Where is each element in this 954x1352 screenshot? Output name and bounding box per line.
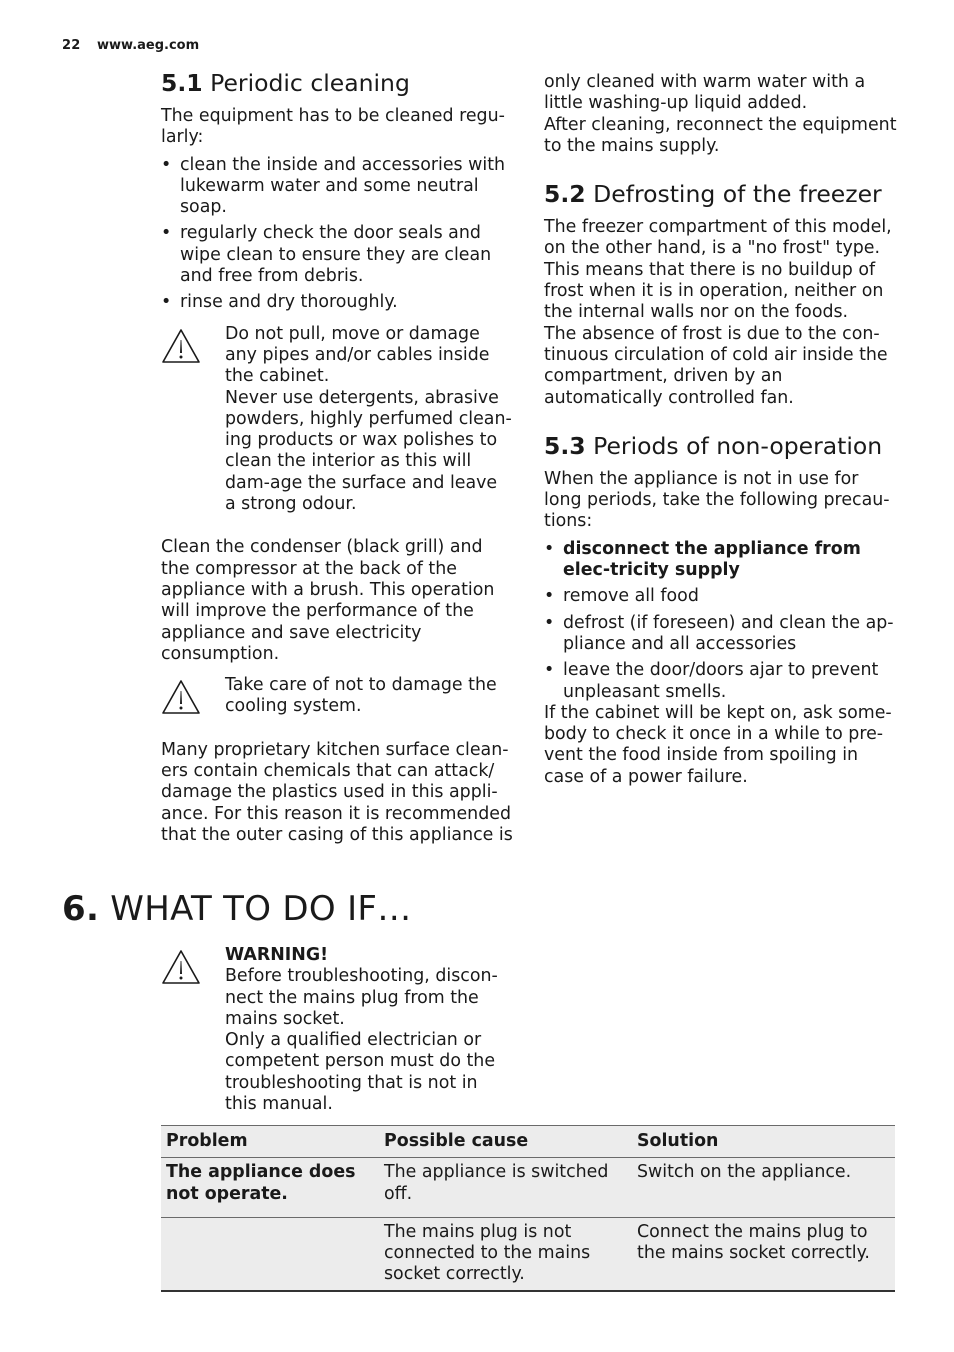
warning-triangle-icon [161,949,201,985]
list-item [161,155,513,219]
table-row [161,1158,895,1218]
warning-text: Do not pull, move or damage any pipes and/or cables inside the cabinet. [225,323,490,387]
warning-block [161,945,513,1115]
page-number: 22 [62,38,81,53]
bullet-dot: • [544,612,555,633]
warning-text: Never use detergents, abrasive powders, highly perfumed clean-ing products or wax polishes to clean the interior as this will dam-age the surface and leave a strong odour. [225,387,512,515]
section-5-1-heading [161,68,513,98]
defrost-paragraph: The absence of frost is due to the con-tinuous circulation of cold air inside the compartment, driven by an automatically controlled fan. [544,323,888,408]
warning-block [161,675,513,718]
right-column [544,68,900,788]
non-operation-intro: When the appliance is not in use for long periods, take the following precau-tions: [544,468,890,532]
warning-triangle-icon [161,328,201,364]
solution-cell: Connect the mains plug to the mains socket correctly. [637,1221,870,1264]
section-number: 5.2 [544,180,586,209]
warning-title: WARNING! [225,945,329,965]
column-header: Possible cause [384,1131,529,1151]
list-item-text: disconnect the appliance from elec-tricity supply [563,538,861,581]
table-row [161,1217,895,1290]
warning-triangle-icon [161,679,201,715]
column-header: Solution [637,1131,719,1151]
section-number: 5.1 [161,69,203,97]
cause-cell: The appliance is switched off. [384,1162,609,1204]
list-item-text: leave the door/doors ajar to prevent unpleasant smells. [563,660,879,702]
bullet-dot: • [161,292,172,313]
troubleshooting-table [161,1125,895,1292]
condenser-paragraph: Clean the condenser (black grill) and the compressor at the back of the appliance with a brush. This operation will improve the performance of the appliance and save electricity consumption. [161,537,495,664]
cause-cell: The mains plug is not connected to the mains socket correctly. [384,1221,591,1285]
left-column [161,68,513,846]
problem-cell: The appliance does not operate. [166,1162,356,1204]
list-item [544,660,900,703]
cleaning-bullet-list [161,155,513,314]
solution-cell: Switch on the appliance. [637,1162,852,1183]
reconnect-paragraph: After cleaning, reconnect the equipment to the mains supply. [544,114,897,156]
defrost-paragraph: The freezer compartment of this model, on the other hand, is a "no frost" type. This means that there is no buildup of frost when it is in operation, neither on the internal walls nor on the foods. [544,217,892,323]
plastics-paragraph: Many proprietary kitchen surface clean-ers contain chemicals that can attack/ damage the plastics used in this appli-ance. For this reason it is recommended that the outer casing of this appliance is [161,739,513,845]
problem-cell [161,1217,379,1290]
list-item [544,539,900,582]
section-5-3-heading [544,431,900,461]
cleaning-intro: The equipment has to be cleaned regu-larly: [161,106,505,148]
chapter-6-heading [62,884,412,934]
list-item-text: regularly check the door seals and wipe clean to ensure they are clean and free from debris. [180,223,492,287]
section-5-2-heading [544,179,900,209]
list-item [161,292,513,313]
section-number: 5.3 [544,431,586,460]
section-title: Periods of non-operation [593,431,883,460]
list-item-text: defrost (if foreseen) and clean the ap-pliance and all accessories [563,612,894,654]
list-item-text: clean the inside and accessories with lukewarm water and some neutral soap. [180,154,506,218]
bullet-dot: • [161,223,172,244]
warning-text: Only a qualified electrician or competent person must do the troubleshooting that is not in this manual. [225,1030,496,1115]
bullet-dot: • [544,586,555,607]
column-header: Problem [166,1131,248,1151]
section-title: Defrosting of the freezer [593,180,882,209]
warning-text: Take care of not to damage the cooling system. [225,675,497,717]
chapter-number: 6. [62,889,100,929]
list-item [544,613,900,656]
non-operation-outro: If the cabinet will be kept on, ask some-body to check it once in a while to pre-vent the food inside from spoiling in case of a power failure. [544,702,892,787]
table-header-row [161,1126,895,1158]
bullet-dot: • [544,660,555,681]
section-title: Periodic cleaning [210,69,410,97]
non-operation-bullet-list [544,539,900,703]
warning-text: Before troubleshooting, discon-nect the mains plug from the mains socket. [225,966,498,1029]
header-url[interactable]: www.aeg.com [97,38,200,53]
continued-paragraph: only cleaned with warm water with a little washing-up liquid added. [544,72,866,114]
list-item [161,223,513,287]
list-item [544,586,900,607]
bullet-dot: • [544,538,555,559]
list-item-text: remove all food [563,586,699,607]
warning-block [161,324,513,516]
bullet-dot: • [161,154,172,175]
chapter-title: WHAT TO DO IF… [110,889,412,929]
list-item-text: rinse and dry thoroughly. [180,292,398,313]
